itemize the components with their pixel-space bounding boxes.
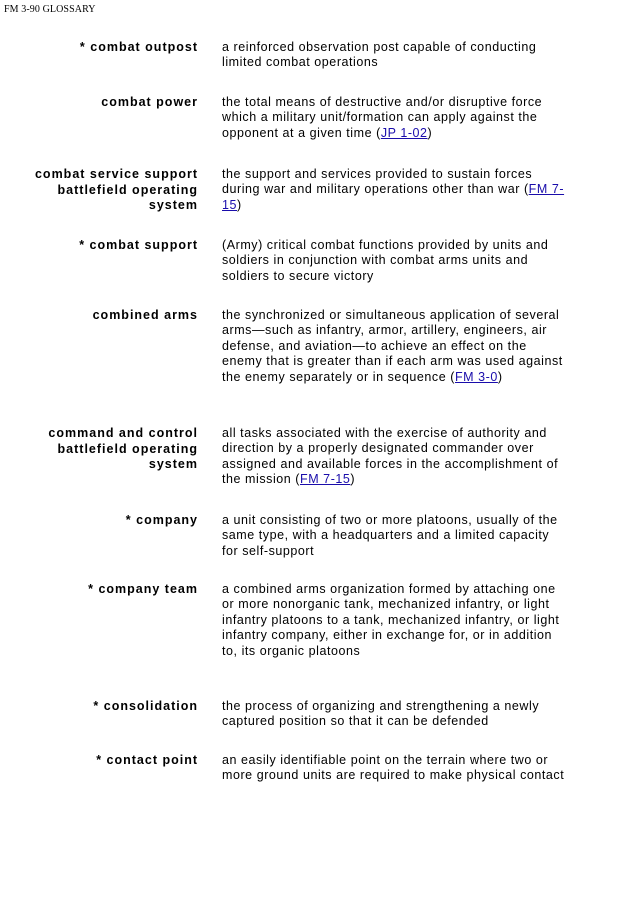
definition-text: an easily identifiable point on the terrain where two or more ground units are required to make physical contact xyxy=(222,753,565,783)
glossary-entry xyxy=(0,40,635,70)
glossary-term: * consolidation xyxy=(93,699,198,713)
glossary-term: * company xyxy=(125,513,198,527)
glossary-entry xyxy=(0,95,635,140)
glossary-term: combined arms xyxy=(92,308,198,322)
glossary-definition xyxy=(222,753,567,784)
running-header: FM 3-90 GLOSSARY xyxy=(4,4,96,15)
glossary-entry xyxy=(0,582,635,658)
glossary-definition xyxy=(222,699,567,730)
glossary-definition xyxy=(222,513,567,559)
definition-text: the support and services provided to sustain forces during war and military operations other than war ( xyxy=(222,167,533,197)
definition-text: a unit consisting of two or more platoons, usually of the same type, with a headquarters and a limited capacity for self-support xyxy=(222,513,558,558)
definition-text: the total means of destructive and/or disruptive force which a military unit/formation can apply against the opponent at a given time ( xyxy=(222,95,543,140)
definition-text: a reinforced observation post capable of conducting limited combat operations xyxy=(222,40,537,70)
glossary-term: * contact point xyxy=(96,753,198,767)
definition-text: the synchronized or simultaneous application of several arms—such as infantry, armor, artillery, engineers, air defense, and aviation—to achieve an effect on the enemy that is greater than if each arm was used against the enemy separately or in sequence ( xyxy=(222,308,563,384)
glossary-term: combat power xyxy=(101,95,198,109)
glossary-term: command and control battlefield operating system xyxy=(48,426,198,471)
glossary-definition: all tasks associated with the exercise of authority and direction by a properly designated commander over assigned and available forces in the accomplishment of the mission (FM 7-15) xyxy=(222,426,559,487)
glossary-entry xyxy=(0,699,635,729)
definition-text: a combined arms organization formed by attaching one or more nonorganic tank, mechanized infantry, or light infantry platoons to a tank, mechanized infantry, or light infantry company, either in exchange for, or in addition to, its organic platoons xyxy=(222,582,560,658)
glossary-definition: the total means of destructive and/or disruptive force which a military unit/formation can apply against the opponent at a given time (JP 1-02) xyxy=(222,95,543,140)
glossary-entry xyxy=(0,167,635,214)
glossary-term: * combat support xyxy=(79,238,198,252)
glossary-entry xyxy=(0,513,635,558)
glossary-entry xyxy=(0,426,635,487)
glossary-definition xyxy=(222,40,567,71)
definition-text: the process of organizing and strengthening a newly captured position so that it can be defended xyxy=(222,699,540,729)
glossary-term: * combat outpost xyxy=(79,40,198,54)
reference-link[interactable]: FM 3-0 xyxy=(454,369,498,384)
reference-link[interactable]: FM 7-15 xyxy=(300,472,351,487)
glossary-entry xyxy=(0,238,635,283)
glossary-definition: the support and services provided to sustain forces during war and military operations other than war (FM 7-15) xyxy=(222,167,565,212)
reference-link[interactable]: FM 7-15 xyxy=(222,182,565,212)
glossary-definition xyxy=(222,582,567,659)
glossary-definition xyxy=(222,238,567,284)
definition-text: all tasks associated with the exercise of authority and direction by a properly designated commander over assigned and available forces in the accomplishment of the mission ( xyxy=(222,426,559,487)
reference-link[interactable]: JP 1-02 xyxy=(380,125,428,140)
glossary-definition: the synchronized or simultaneous application of several arms—such as infantry, armor, artillery, engineers, air defense, and aviation—to achieve an effect on the enemy that is greater than if each arm was used against the enemy separately or in sequence (FM 3-0) xyxy=(222,308,563,384)
definition-text: (Army) critical combat functions provided by units and soldiers in conjunction with combat arms units and soldiers to secure victory xyxy=(222,238,549,283)
glossary-term: combat service support battlefield operating system xyxy=(34,167,198,212)
glossary-entry xyxy=(0,308,635,384)
glossary-term: * company team xyxy=(88,582,198,596)
glossary-entry xyxy=(0,753,635,783)
